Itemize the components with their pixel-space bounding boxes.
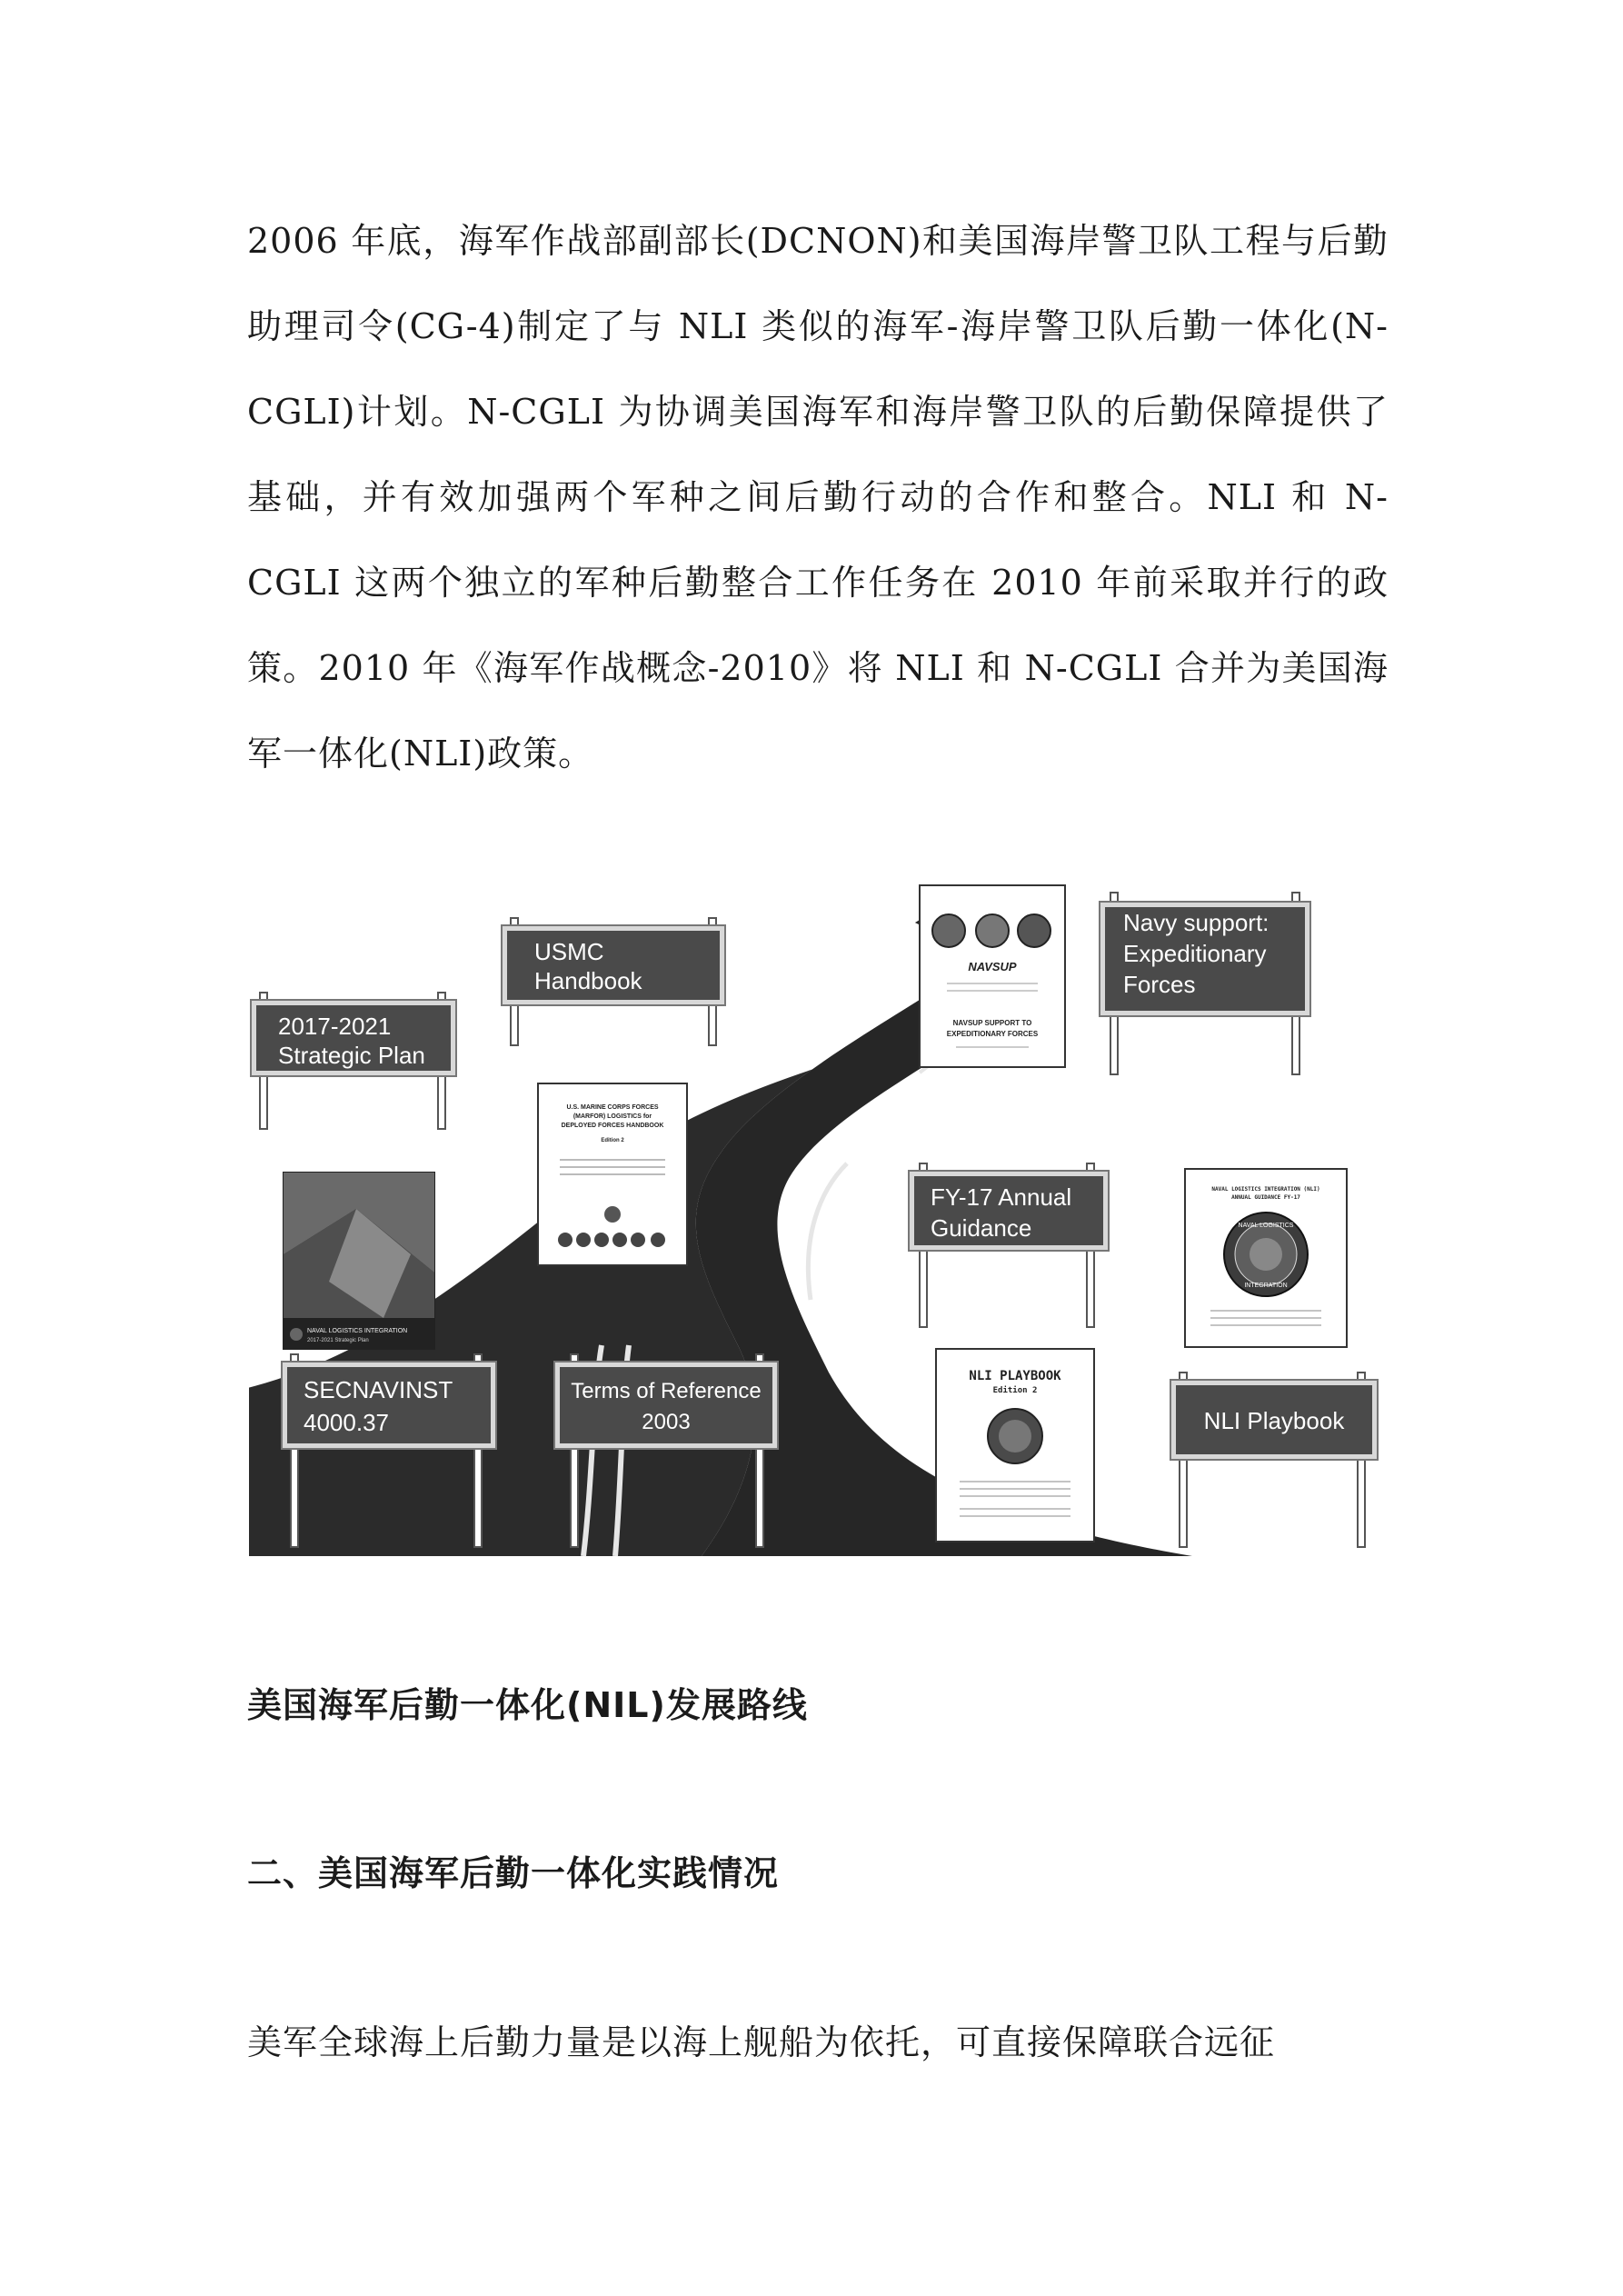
sign-usmc-line2: Handbook bbox=[534, 967, 642, 994]
svg-text:NAVAL LOGISTICS: NAVAL LOGISTICS bbox=[1238, 1223, 1294, 1229]
usmc-handbook-document bbox=[538, 1083, 687, 1265]
section-heading: 二、美国海军后勤一体化实践情况 bbox=[247, 1853, 780, 1893]
svg-text:INTEGRATION: INTEGRATION bbox=[1244, 1283, 1288, 1289]
svg-text:NAVSUP: NAVSUP bbox=[968, 960, 1017, 973]
navsup-document bbox=[920, 885, 1065, 1067]
svg-text:DEPLOYED FORCES HANDBOOK: DEPLOYED FORCES HANDBOOK bbox=[561, 1123, 664, 1129]
svg-text:EXPEDITIONARY FORCES: EXPEDITIONARY FORCES bbox=[946, 1030, 1039, 1038]
nli-playbook-document bbox=[936, 1349, 1094, 1542]
sign-strategic-plan bbox=[251, 993, 456, 1129]
svg-text:Edition 2: Edition 2 bbox=[992, 1386, 1038, 1395]
sign-fy17 bbox=[909, 1163, 1109, 1327]
sign-secnavinst-line1: SECNAVINST bbox=[304, 1376, 453, 1403]
svg-text:(MARFOR) LOGISTICS for: (MARFOR) LOGISTICS for bbox=[573, 1113, 652, 1120]
sign-navy-line2: Expeditionary bbox=[1123, 940, 1267, 967]
sign-secnavinst-line2: 4000.37 bbox=[304, 1409, 389, 1436]
sign-strategic-plan-line1: 2017-2021 bbox=[278, 1013, 392, 1040]
body-paragraph-1: 2006 年底，海军作战部副部长(DCNON)和美国海岸警卫队工程与后勤助理司令(CG-4)制定了与 NLI 类似的海军-海岸警卫队后勤一体化(N-CGLI)计划。N-CGLI 为协调美国海军和海岸警卫队的后勤保障提供了基础，并有效加强两个军种之间后勤行动的合作和整合。NLI 和 N-CGLI 这两个独立的军种后勤整合工作任务在 2010 年前采取并行的政策。2010 年《海军作战概念-2010》将 NLI 和 N-CGLI 合并为美国海军一体化(NLI)政策。 bbox=[247, 221, 1389, 774]
strategic-plan-document bbox=[284, 1173, 434, 1349]
sign-usmc-handbook bbox=[502, 918, 725, 1045]
body-paragraph-2: 美军全球海上后勤力量是以海上舰船为依托，可直接保障联合远征 bbox=[247, 2022, 1276, 2062]
sign-navy-line1: Navy support: bbox=[1123, 909, 1270, 936]
svg-text:NAVAL LOGISTICS INTEGRATION (N: NAVAL LOGISTICS INTEGRATION (NLI) bbox=[1211, 1186, 1320, 1193]
sign-usmc-line1: USMC bbox=[534, 938, 604, 965]
sign-navy-support bbox=[1100, 893, 1310, 1074]
svg-text:Edition 2: Edition 2 bbox=[601, 1138, 624, 1143]
sign-nli-playbook-text: NLI Playbook bbox=[1203, 1407, 1345, 1434]
svg-text:NLI PLAYBOOK: NLI PLAYBOOK bbox=[969, 1369, 1061, 1383]
fy17-guidance-document bbox=[1185, 1169, 1347, 1347]
sign-fy17-line2: Guidance bbox=[931, 1214, 1032, 1242]
nli-roadmap-figure bbox=[247, 891, 1345, 1556]
sign-terms-line2: 2003 bbox=[642, 1410, 691, 1434]
svg-text:ANNUAL GUIDANCE FY-17: ANNUAL GUIDANCE FY-17 bbox=[1231, 1194, 1300, 1201]
svg-text:NAVSUP SUPPORT TO: NAVSUP SUPPORT TO bbox=[952, 1019, 1032, 1027]
sign-navy-line3: Forces bbox=[1123, 971, 1196, 998]
road-center-line-3 bbox=[808, 1163, 847, 1300]
sign-fy17-line1: FY-17 Annual bbox=[931, 1183, 1072, 1211]
svg-text:2017-2021 Strategic Plan: 2017-2021 Strategic Plan bbox=[307, 1338, 369, 1343]
sign-terms-line1: Terms of Reference bbox=[571, 1379, 762, 1403]
sign-nli-playbook-panel bbox=[1170, 1380, 1378, 1460]
figure-caption: 美国海军后勤一体化(NIL)发展路线 bbox=[247, 1685, 808, 1725]
sign-strategic-plan-line2: Strategic Plan bbox=[278, 1042, 425, 1069]
svg-text:U.S. MARINE CORPS FORCES: U.S. MARINE CORPS FORCES bbox=[566, 1104, 659, 1111]
svg-text:NAVAL LOGISTICS INTEGRATION: NAVAL LOGISTICS INTEGRATION bbox=[307, 1328, 408, 1334]
